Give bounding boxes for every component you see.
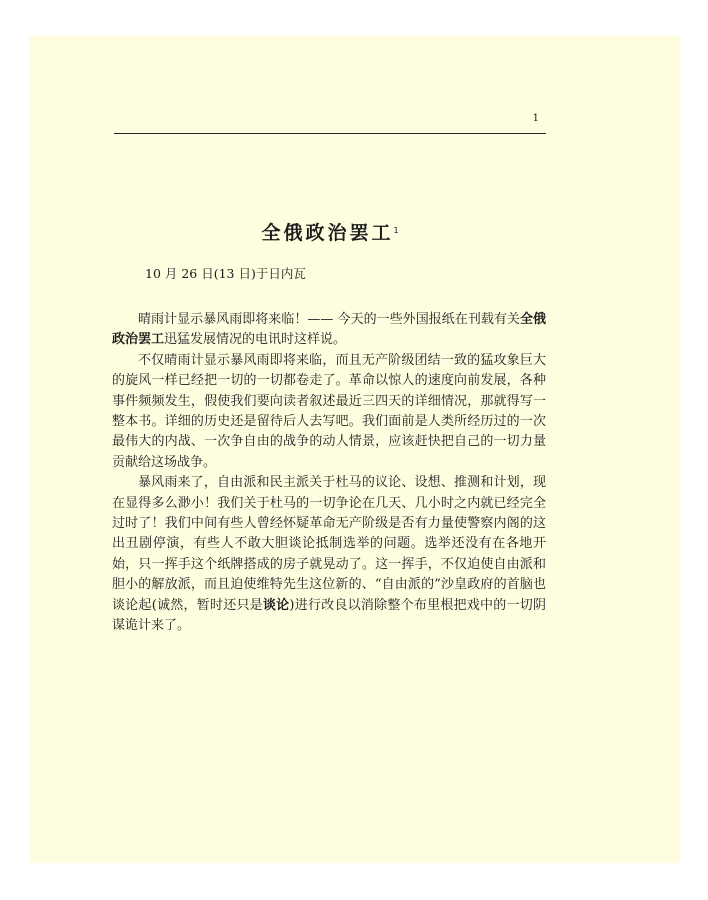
article-title-text: 全俄政治罢工 <box>261 222 394 244</box>
page-number: 1 <box>532 113 539 124</box>
article-body <box>112 310 546 637</box>
paragraph-2: 不仅晴雨计显示暴风雨即将来临，而且无产阶级团结一致的猛攻象巨大的旋风一样已经把一切的一切都卷走了。革命以惊人的速度向前发展，各种事件频频发生，假使我们要向读者叙述最近三四天的详细情况，那就得写一整本书。详细的历史还是留待后人去写吧。我们面前是人类所经历过的一次最伟大的内战、一次争自由的战争的动人情景，应该赶快把自己的一切力量贡献给这场战争。 <box>112 352 546 470</box>
paragraph-1-text-a: 晴雨计显示暴风雨即将来临！—— 今天的一些外国报纸在刊载有关 <box>138 312 520 327</box>
paragraph-3 <box>112 473 546 636</box>
article-title <box>114 218 546 248</box>
dateline: 10 月 26 日(13 日)于日内瓦 <box>145 266 306 281</box>
header-rule <box>114 133 546 134</box>
paragraph-3-text-a: 暴风雨来了，自由派和民主派关于杜马的议论、设想、推测和计划，现在显得多么渺小！我们关于杜马的一切争论在几天、几小时之内就已经完全过时了！我们中间有些人曾经怀疑革命无产阶级是否有力量使警察内阁的这出丑剧停演，有些人不敢大胆谈论抵制选举的问题。选举还没有在各地开始，只一挥手这个纸牌搭成的房子就晃动了。这一挥手，不仅迫使自由派和胆小的解放派，而且迫使维特先生这位新的、“自由派的”沙皇政府的首脑也谈论起(诚然，暂时还只是 <box>112 475 546 613</box>
paragraph-1-text-c: 迅猛发展情况的电讯时这样说。 <box>164 332 347 348</box>
paragraph-3-text-c: )进行改良以消除整个布里根把戏中的一切阴谋诡计来了。 <box>112 597 546 634</box>
title-footnote-marker: 1 <box>393 226 399 235</box>
paragraph-1-bold-term: 全俄政治罢工 <box>112 312 546 348</box>
paragraph-1 <box>112 310 546 351</box>
paragraph-3-bold-term: 谈论 <box>262 597 290 613</box>
